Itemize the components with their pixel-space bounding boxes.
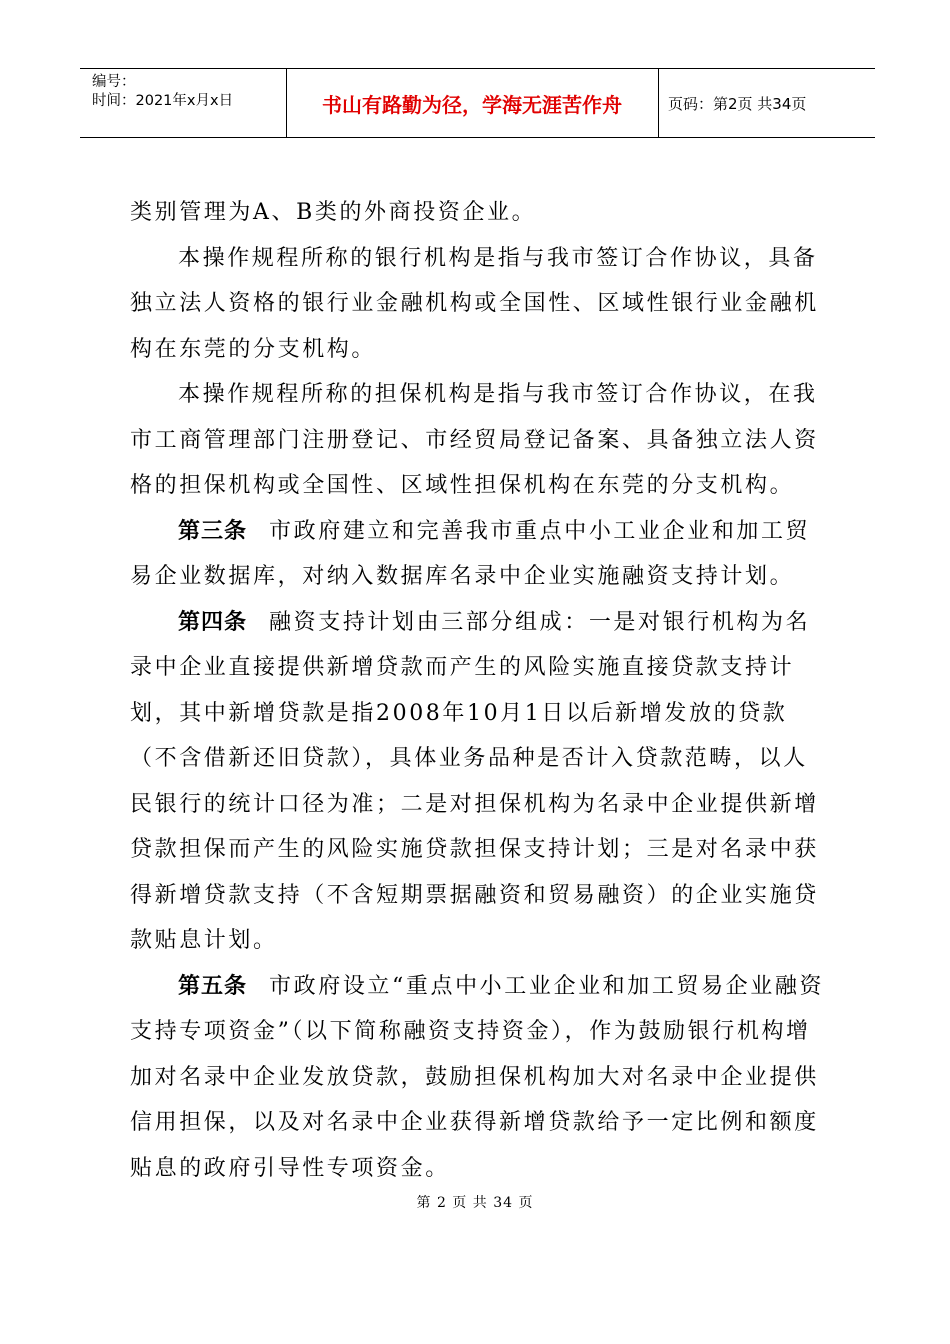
document-date-label: 时间：2021年x月x日 (92, 93, 234, 109)
header-meta (80, 69, 287, 137)
article-5-title: 第五条 (178, 973, 248, 999)
header-motto: 书山有路勤为径，学海无涯苦作舟 (286, 69, 659, 137)
document-number-label: 编号： (92, 74, 136, 90)
article-4 (130, 600, 830, 964)
page-header (80, 68, 875, 138)
paragraph-guarantee-definition: 本操作规程所称的担保机构是指与我市签订合作协议，在我市工商管理部门注册登记、市经贸局登记备案、具备独立法人资格的担保机构或全国性、区域性担保机构在东莞的分支机构。 (130, 382, 819, 498)
article-3-text: 市政府建立和完善我市重点中小工业企业和加工贸易企业数据库，对纳入数据库名录中企业实施融资支持计划。 (130, 518, 811, 589)
page-footer: 第 2 页 共 34 页 (416, 1195, 534, 1211)
article-3 (130, 509, 830, 600)
header-page-number: 页码：第2页 共34页 (668, 94, 807, 113)
article-5 (130, 964, 830, 1192)
article-4-title: 第四条 (178, 609, 248, 635)
article-5-text: 市政府设立“重点中小工业企业和加工贸易企业融资支持专项资金”（以下简称融资支持资金），作为鼓励银行机构增加对名录中企业发放贷款，鼓励担保机构加大对名录中企业提供信用担保，以及对名录中企业获得新增贷款给予一定比例和额度贴息的政府引导性专项资金。 (130, 973, 825, 1181)
article-4-text: 融资支持计划由三部分组成：一是对银行机构为名录中企业直接提供新增贷款而产生的风险实施直接贷款支持计划，其中新增贷款是指2008年10月1日以后新增发放的贷款（不含借新还旧贷款），具体业务品种是否计入贷款范畴，以人民银行的统计口径为准；二是对担保机构为名录中企业提供新增贷款担保而产生的风险实施贷款担保支持计划；三是对名录中获得新增贷款支持（不含短期票据融资和贸易融资）的企业实施贷款贴息计划。 (130, 609, 819, 953)
paragraph-continuation: 类别管理为A、B类的外商投资企业。 (130, 200, 537, 225)
paragraph-bank-definition: 本操作规程所称的银行机构是指与我市签订合作协议，具备独立法人资格的银行业金融机构或全国性、区域性银行业金融机构在东莞的分支机构。 (130, 245, 819, 362)
document-body (130, 190, 830, 1191)
article-3-title: 第三条 (178, 518, 248, 544)
